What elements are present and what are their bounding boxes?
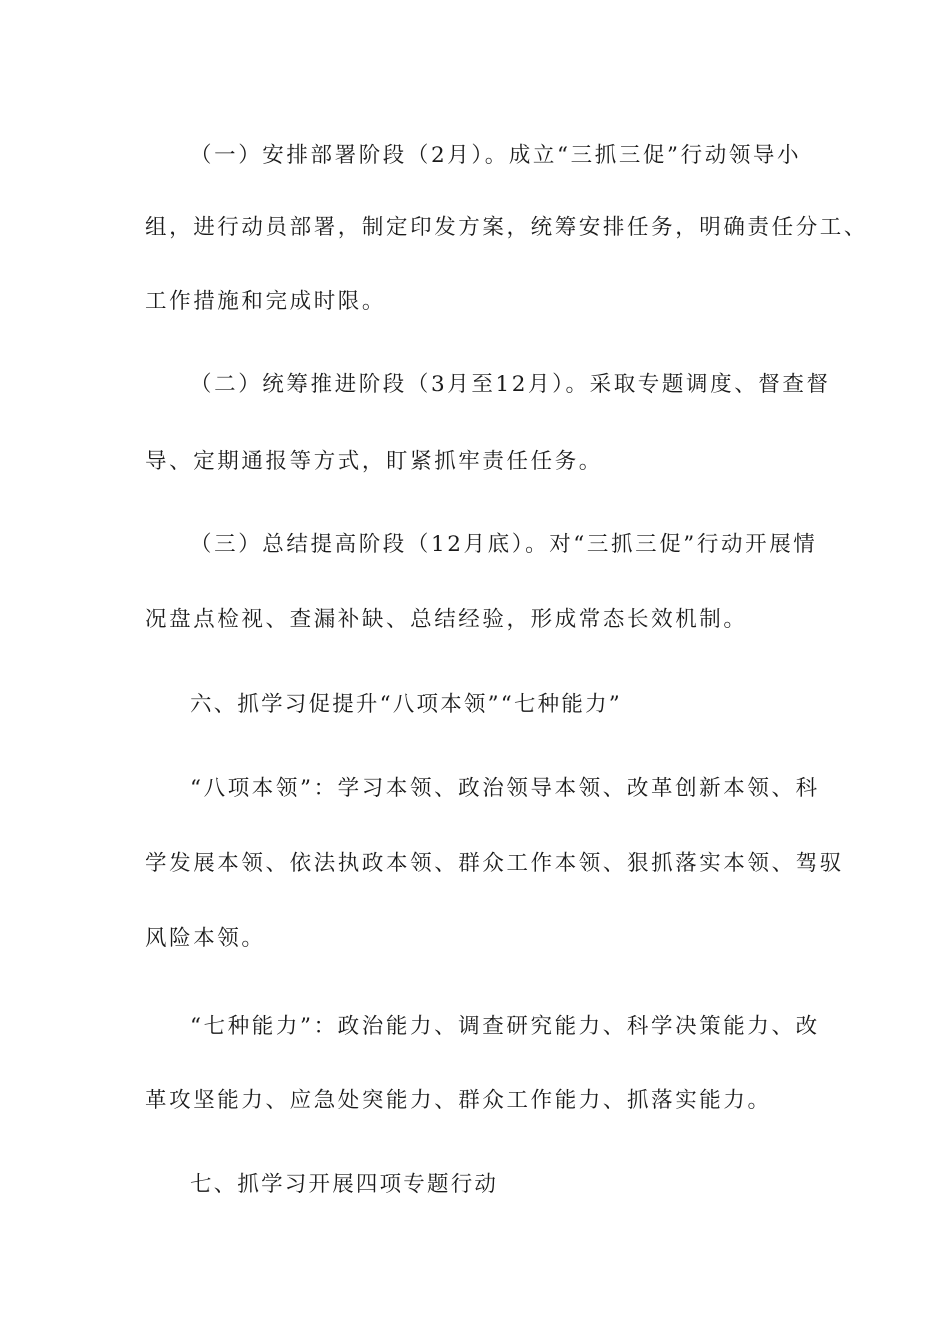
paragraph-1-line-2: 组，进行动员部署，制定印发方案，统筹安排任务，明确责任分工、: [145, 215, 869, 240]
paragraph-6-line-2: 革攻坚能力、应急处突能力、群众工作能力、抓落实能力。: [145, 1088, 772, 1113]
section-heading-7: 七、抓学习开展四项专题行动: [190, 1172, 499, 1197]
paragraph-3-line-1: （三）总结提高阶段（12月底）。对“三抓三促”行动开展情: [190, 532, 818, 557]
paragraph-1-line-3: 工作措施和完成时限。: [145, 289, 387, 314]
section-heading-6: 六、抓学习促提升“八项本领”“七种能力”: [190, 692, 622, 717]
paragraph-2-line-1: （二）统筹推进阶段（3月至12月）。采取专题调度、督查督: [190, 372, 831, 397]
paragraph-2-line-2: 导、定期通报等方式，盯紧抓牢责任任务。: [145, 449, 603, 474]
paragraph-5-line-2: 学发展本领、依法执政本领、群众工作本领、狠抓落实本领、驾驭: [145, 851, 844, 876]
paragraph-1-line-1: （一）安排部署阶段（2月）。成立“三抓三促”行动领导小: [190, 143, 802, 168]
paragraph-6-line-1: “七种能力”：政治能力、调查研究能力、科学决策能力、改: [190, 1014, 820, 1039]
paragraph-3-line-2: 况盘点检视、查漏补缺、总结经验，形成常态长效机制。: [145, 607, 748, 632]
paragraph-5-line-1: “八项本领”：学习本领、政治领导本领、改革创新本领、科: [190, 776, 820, 801]
paragraph-5-line-3: 风险本领。: [145, 926, 266, 951]
